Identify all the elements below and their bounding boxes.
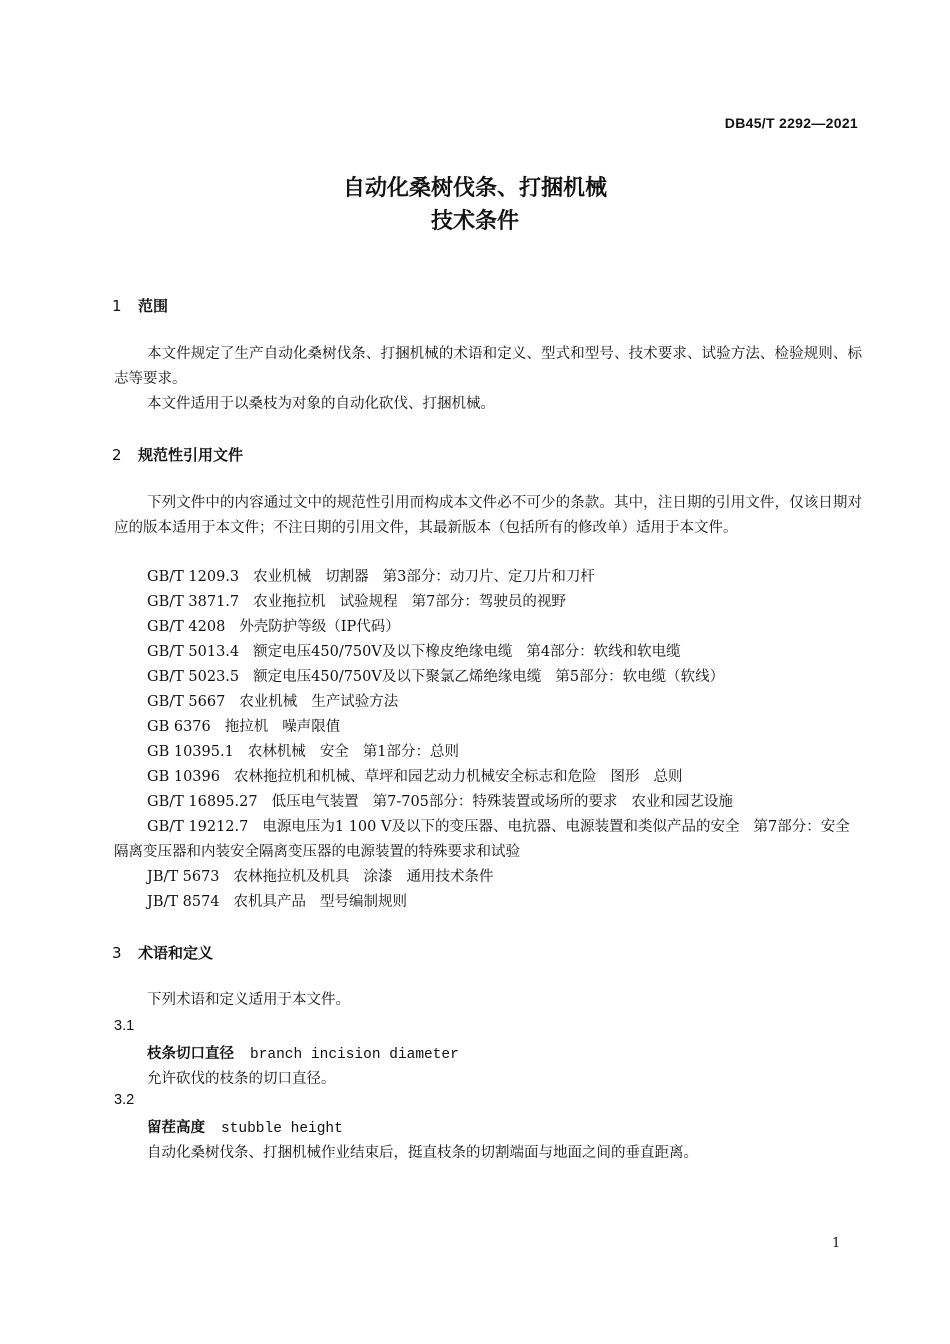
reference-item <box>114 690 862 715</box>
scope-paragraph-2: 本文件适用于以桑枝为对象的自动化砍伐、打捆机械。 <box>147 396 495 412</box>
reference-title-part: 第7部分：驾驶员的视野 <box>411 594 566 610</box>
reference-title-part: 农机具产品 <box>233 894 307 910</box>
reference-code: GB/T 1209.3 <box>147 569 240 585</box>
section-number: 1 <box>112 297 122 315</box>
reference-code: GB/T 5667 <box>147 694 226 710</box>
term-chinese: 枝条切口直径 <box>147 1046 234 1062</box>
reference-title-part: 第3部分：动刀片、定刀片和刀杆 <box>382 569 595 585</box>
reference-code: GB/T 5023.5 <box>147 669 240 685</box>
reference-title-part: 拖拉机 <box>224 719 269 735</box>
reference-code: GB/T 3871.7 <box>147 594 240 610</box>
term-entry <box>147 1116 343 1137</box>
section-title: 术语和定义 <box>138 944 214 962</box>
clause-number: 3.2 <box>114 1092 135 1108</box>
reference-title-part: 农业机械 <box>239 694 298 710</box>
reference-item <box>114 715 862 740</box>
reference-title-part: 第7-705部分：特殊装置或场所的要求 <box>372 794 618 810</box>
reference-title-part: 第1部分：总则 <box>362 744 460 760</box>
section-number: 3 <box>112 944 122 962</box>
reference-title-part: 试验规程 <box>339 594 398 610</box>
scope-paragraph-1: 本文件规定了生产自动化桑树伐条、打捆机械的术语和定义、型式和型号、技术要求、试验方法、检验规则、标志等要求。 <box>114 346 862 387</box>
document-title <box>0 172 950 238</box>
reference-item <box>114 565 862 590</box>
reference-title-part: 低压电气装置 <box>271 794 359 810</box>
reference-title-part: 第7部分：安全隔离变压器和内装安全隔离变压器的电源装置的特殊要求和试验 <box>114 819 850 860</box>
term-chinese: 留茬高度 <box>147 1120 205 1136</box>
term-english: branch incision diameter <box>250 1047 459 1063</box>
section-title: 范围 <box>138 297 169 315</box>
reference-code: GB 6376 <box>147 719 211 735</box>
reference-code: GB/T 19212.7 <box>147 819 249 835</box>
reference-title-part: 安全 <box>319 744 349 760</box>
reference-title-part: 噪声限值 <box>282 719 341 735</box>
reference-item <box>114 865 862 890</box>
reference-title-part: 农林拖拉机和机械、草坪和园艺动力机械安全标志和危险 <box>233 769 597 785</box>
terms-intro: 下列术语和定义适用于本文件。 <box>147 992 350 1008</box>
reference-title-part: 生产试验方法 <box>311 694 399 710</box>
reference-code: GB/T 5013.4 <box>147 644 240 660</box>
reference-title-part: 农业拖拉机 <box>253 594 326 610</box>
reference-title-part: 额定电压450/750V及以下橡皮绝缘电缆 <box>253 644 513 660</box>
reference-title-part: 农业和园艺设施 <box>631 794 733 810</box>
reference-title-part: 通用技术条件 <box>406 869 494 885</box>
reference-item <box>114 640 862 665</box>
term-english: stubble height <box>221 1121 343 1137</box>
section-3-heading <box>112 942 213 963</box>
reference-code: JB/T 5673 <box>147 869 220 885</box>
reference-code: GB/T 16895.27 <box>147 794 258 810</box>
section-2-heading <box>112 444 243 465</box>
reference-item <box>114 590 862 615</box>
reference-item <box>114 665 862 690</box>
clause-number: 3.1 <box>114 1018 135 1034</box>
reference-code: GB 10395.1 <box>147 744 234 760</box>
title-line-2: 技术条件 <box>430 209 519 234</box>
reference-item <box>114 790 862 815</box>
term-definition: 允许砍伐的枝条的切口直径。 <box>147 1071 336 1087</box>
reference-title-part: 农林拖拉机及机具 <box>233 869 350 885</box>
reference-title-part: 第4部分：软线和软电缆 <box>526 644 681 660</box>
reference-title-part: 图形 <box>610 769 640 785</box>
reference-item <box>114 765 862 790</box>
reference-title-part: 第5部分：软电缆（软线） <box>555 669 725 685</box>
reference-code: JB/T 8574 <box>147 894 220 910</box>
reference-item <box>114 815 862 865</box>
reference-title-part: 外壳防护等级（IP代码） <box>239 619 400 635</box>
reference-code: GB 10396 <box>147 769 220 785</box>
reference-code: GB/T 4208 <box>147 619 226 635</box>
reference-list <box>114 565 862 915</box>
reference-item <box>114 890 862 915</box>
normative-references-intro: 下列文件中的内容通过文中的规范性引用而构成本文件必不可少的条款。其中，注日期的引用文件，仅该日期对应的版本适用于本文件；不注日期的引用文件，其最新版本（包括所有的修改单）适用于本文件。 <box>114 495 862 536</box>
page-number: 1 <box>832 1236 841 1251</box>
reference-item <box>114 615 862 640</box>
reference-title-part: 涂漆 <box>363 869 393 885</box>
section-title: 规范性引用文件 <box>138 446 244 464</box>
title-line-1: 自动化桑树伐条、打捆机械 <box>342 176 607 201</box>
term-entry <box>147 1042 459 1063</box>
reference-title-part: 型号编制规则 <box>320 894 408 910</box>
section-number: 2 <box>112 446 122 464</box>
reference-title-part: 农业机械 <box>253 569 312 585</box>
term-definition: 自动化桑树伐条、打捆机械作业结束后，挺直枝条的切割端面与地面之间的垂直距离。 <box>147 1145 698 1161</box>
reference-title-part: 额定电压450/750V及以下聚氯乙烯绝缘电缆 <box>253 669 542 685</box>
reference-title-part: 总则 <box>653 769 683 785</box>
reference-title-part: 农林机械 <box>247 744 306 760</box>
reference-item <box>114 740 862 765</box>
reference-title-part: 电源电压为1 100 V及以下的变压器、电抗器、电源装置和类似产品的安全 <box>262 819 740 835</box>
section-1-heading <box>112 295 168 316</box>
reference-title-part: 切割器 <box>325 569 369 585</box>
document-code: DB45/T 2292—2021 <box>724 115 858 131</box>
